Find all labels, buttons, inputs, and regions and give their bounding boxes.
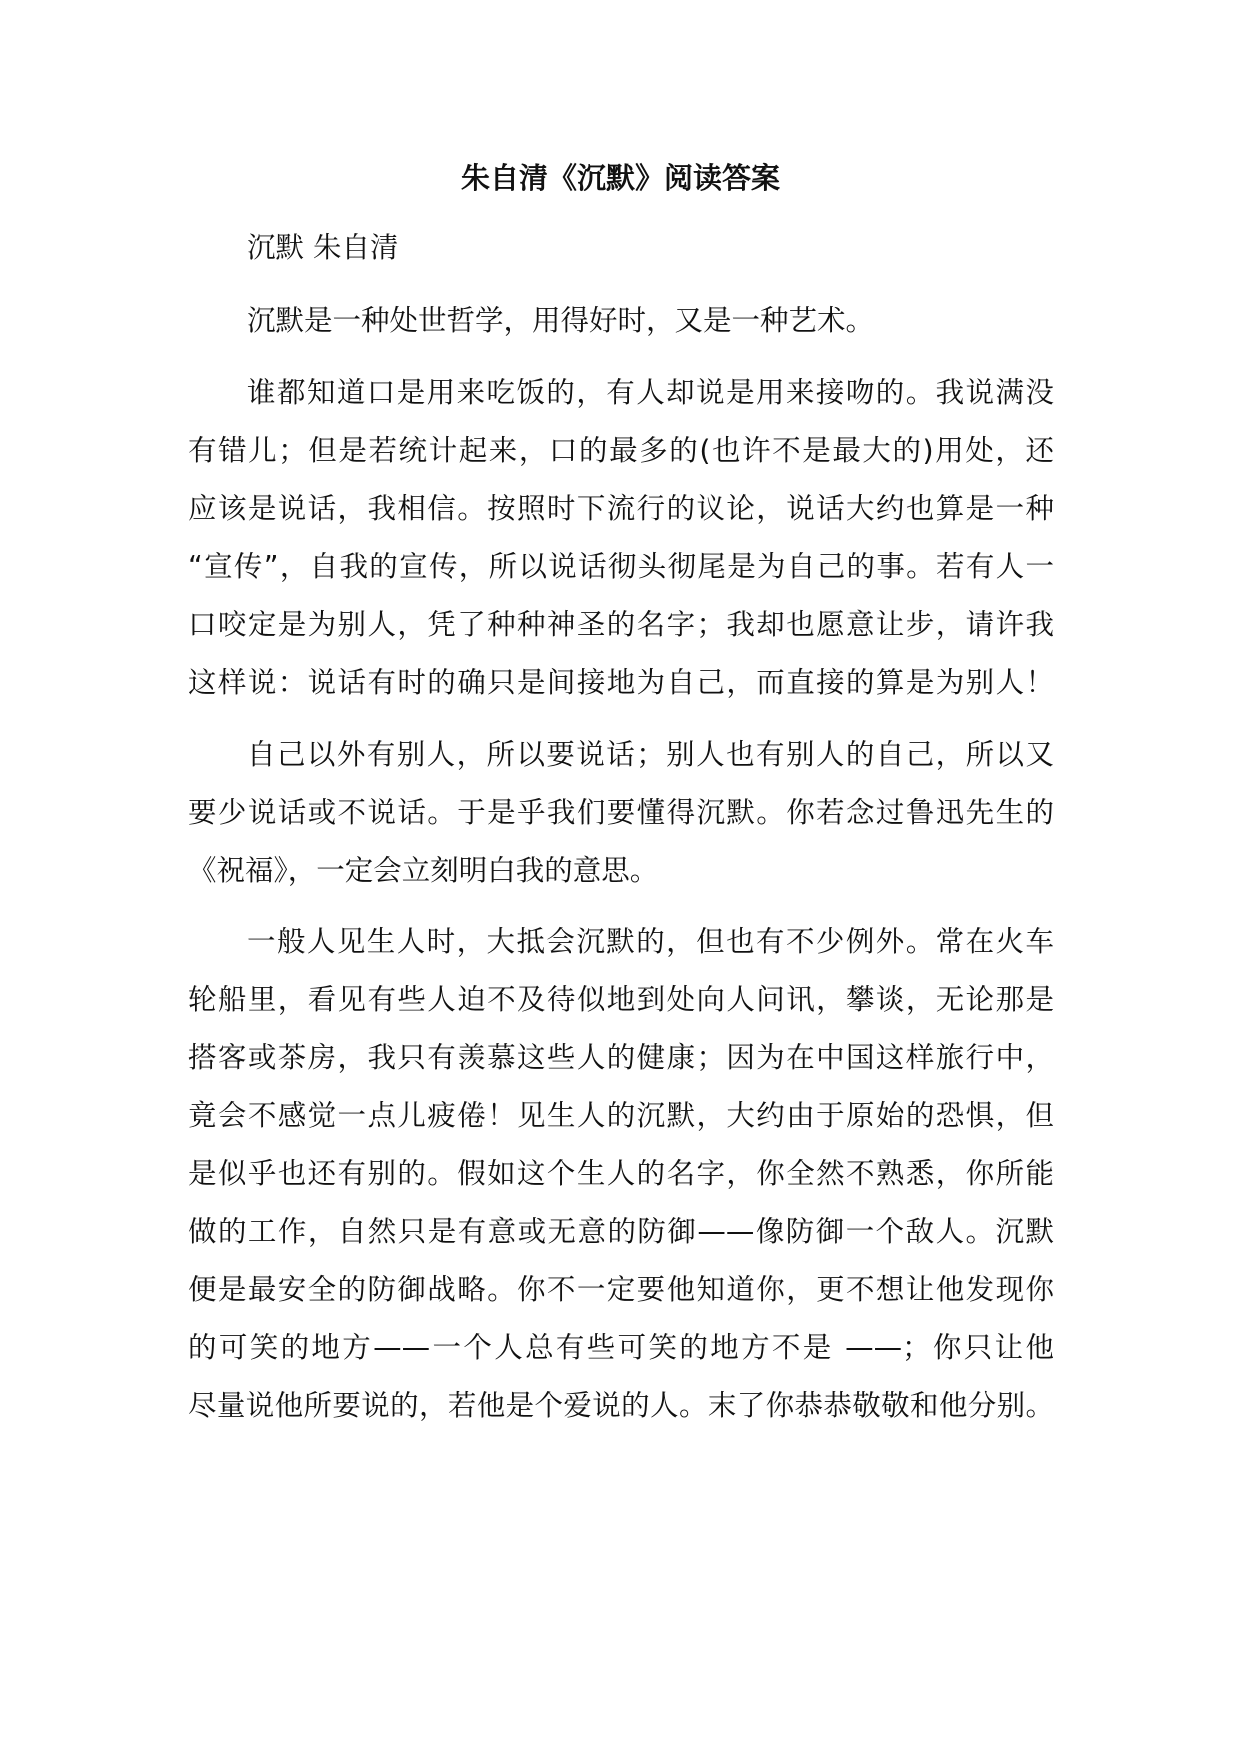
paragraph-2-line-1: 谁都知道口是用来吃饭的，有人却说是用来接吻的。我说满没: [247, 376, 1054, 409]
paragraph-3-line-2: 要少说话或不说话。于是乎我们要懂得沉默。你若念过鲁迅先生的: [188, 796, 1054, 829]
paragraph-4-line-2: 轮船里，看见有些人迫不及待似地到处向人问讯，攀谈，无论那是: [188, 983, 1054, 1016]
paragraph-3-line-3: 《祝福》，一定会立刻明白我的意思。: [188, 854, 659, 887]
paragraph-3-line-1: 自己以外有别人，所以要说话；别人也有别人的自己，所以又: [247, 738, 1054, 771]
paragraph-2-line-3: 应该是说话，我相信。按照时下流行的议论，说话大约也算是一种: [188, 492, 1054, 525]
paragraph-4-line-9: 尽量说他所要说的，若他是个爱说的人。末了你恭恭敬敬和他分别。: [188, 1389, 1054, 1422]
paragraph-2-line-4: “宣传”，自我的宣传，所以说话彻头彻尾是为自己的事。若有人一: [188, 550, 1054, 583]
paragraph-4-line-5: 是似乎也还有别的。假如这个生人的名字，你全然不熟悉，你所能: [188, 1157, 1054, 1190]
paragraph-4-line-7: 便是最安全的防御战略。你不一定要他知道你，更不想让他发现你: [188, 1273, 1054, 1306]
paragraph-4-line-3: 搭客或茶房，我只有羡慕这些人的健康；因为在中国这样旅行中，: [188, 1041, 1054, 1074]
paragraph-2-line-5: 口咬定是为别人，凭了种种神圣的名字；我却也愿意让步，请许我: [188, 608, 1054, 641]
paragraph-2-line-6: 这样说：说话有时的确只是间接地为自己，而直接的算是为别人！: [188, 666, 1054, 699]
page-title: 朱自清《沉默》阅读答案: [460, 161, 780, 195]
paragraph-4-line-6: 做的工作，自然只是有意或无意的防御——像防御一个敌人。沉默: [188, 1215, 1054, 1248]
piece-heading: 沉默 朱自清: [247, 231, 399, 264]
paragraph-4-line-1: 一般人见生人时，大抵会沉默的，但也有不少例外。常在火车: [247, 925, 1054, 958]
paragraph-4-line-8: 的可笑的地方——一个人总有些可笑的地方不是 ——；你只让他: [188, 1331, 1054, 1364]
paragraph-4-line-4: 竟会不感觉一点儿疲倦！见生人的沉默，大约由于原始的恐惧，但: [188, 1099, 1054, 1132]
paragraph-1-line-1: 沉默是一种处世哲学，用得好时，又是一种艺术。: [247, 304, 875, 337]
paragraph-2-line-2: 有错儿；但是若统计起来，口的最多的(也许不是最大的)用处，还: [188, 434, 1054, 467]
